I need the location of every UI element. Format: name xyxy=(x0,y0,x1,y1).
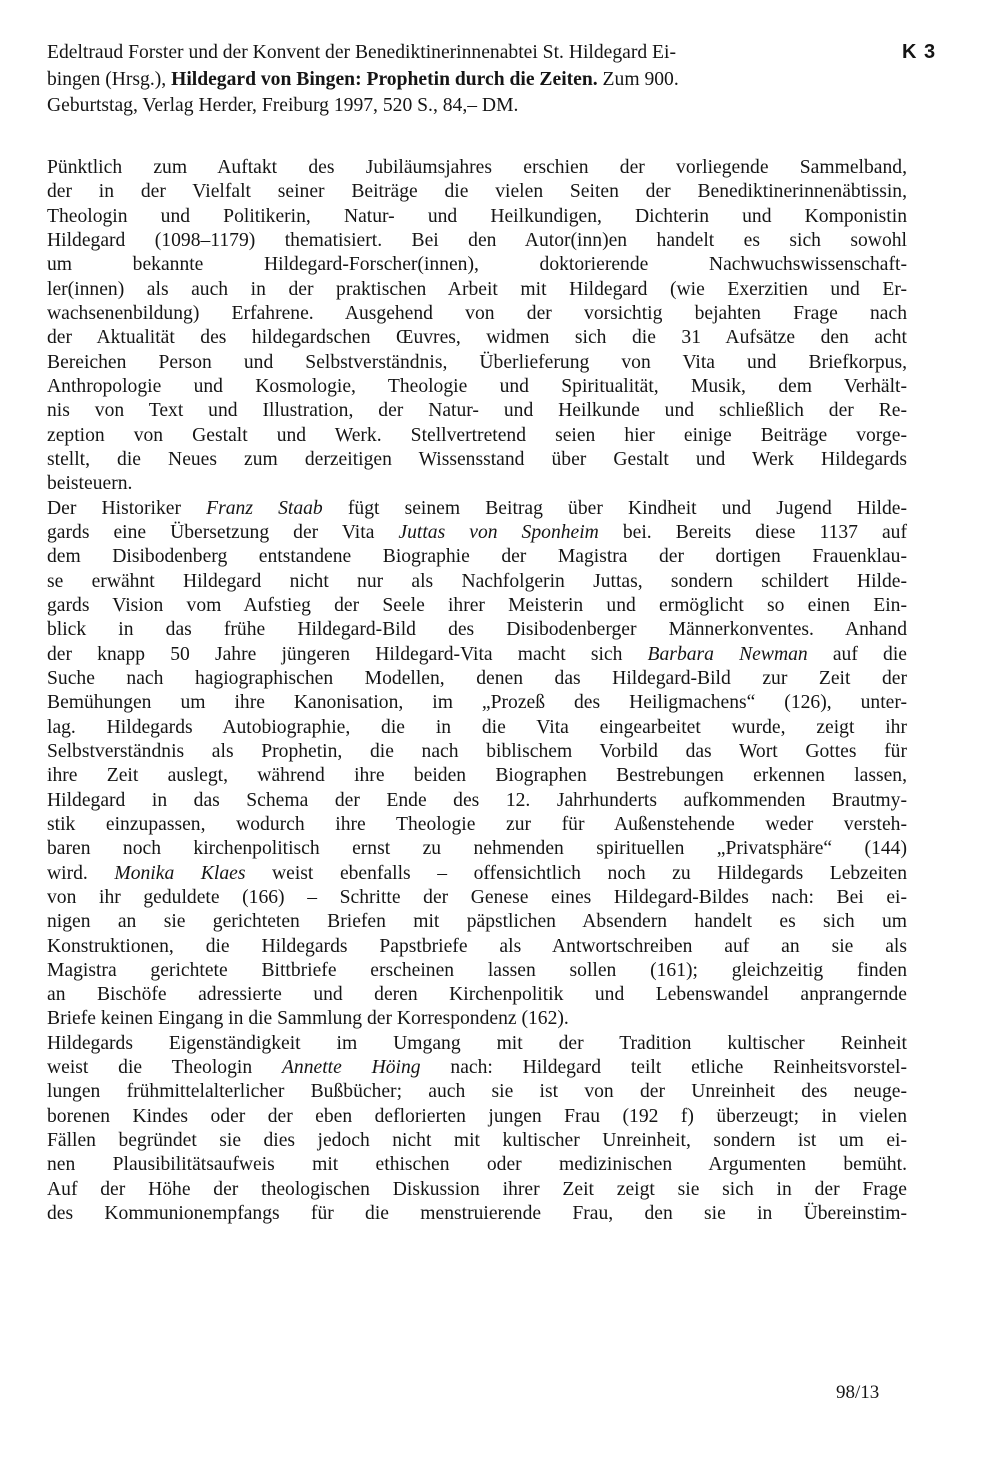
text-line: zeption von Gestalt und Werk. Stellvertretend seien hier einige Beiträge vorge- xyxy=(47,424,907,446)
text-line: Theologin und Politikerin, Natur- und Heilkundigen, Dichterin und Komponistin xyxy=(47,205,907,227)
text-line: Bemühungen um ihre Kanonisation, im „Prozeß des Heiligmachens“ (126), unter- xyxy=(47,692,907,714)
text-line: Hildegard in das Schema der Ende des 12. Jahrhunderts aufkommenden Brautmy- xyxy=(47,789,907,811)
reference-publication-details: Geburtstag, Verlag Herder, Freiburg 1997, 520 S., 84,– DM. xyxy=(47,95,519,116)
text-line: borenen Kindes oder der eben deflorierten jungen Frau (192 f) überzeugt; in vielen xyxy=(47,1105,907,1127)
review-text xyxy=(47,156,907,1226)
text-line: blick in das frühe Hildegard-Bild des Disibodenberger Männerkonventes. Anhand xyxy=(47,619,907,641)
text-line xyxy=(47,1056,907,1080)
text-line xyxy=(47,643,907,667)
text-line: ihre Zeit auslegt, während ihre beiden Biographen Bestrebungen erkennen lassen, xyxy=(47,765,907,787)
text-line: um bekannte Hildegard-Forscher(innen), doktorierende Nachwuchswissenschaft- xyxy=(47,254,907,276)
text-line: an Bischöfe adressierte und deren Kirchenpolitik und Lebenswandel anprangernde xyxy=(47,984,907,1006)
text-run: gards eine Übersetzung der Vita xyxy=(47,521,399,543)
text-line: stellt, die Neues zum derzeitigen Wissensstand über Gestalt und Werk Hildegards xyxy=(47,448,907,470)
text-line xyxy=(47,497,907,521)
text-run: der knapp 50 Jahre jüngeren Hildegard-Vita macht sich xyxy=(47,643,648,665)
text-run: nach: Hildegard teilt etliche Reinheitsvorstel- xyxy=(420,1057,908,1079)
reference-occasion: Zum 900. xyxy=(597,68,679,90)
bibliographic-reference xyxy=(47,40,907,120)
author-name-hoeing: Annette Höing xyxy=(281,1057,421,1079)
work-title-juttas: Juttas von Sponheim xyxy=(398,521,599,543)
text-line: dem Disibodenberg entstandene Biographie der Magistra der dortigen Frauenklau- xyxy=(47,546,907,568)
text-run: fügt seinem Beitrag über Kindheit und Jugend Hilde- xyxy=(322,497,907,519)
text-run: wird. xyxy=(47,862,115,884)
section-code: K 3 xyxy=(902,41,937,63)
text-run: auf die xyxy=(807,643,907,665)
text-line: Pünktlich zum Auftakt des Jubiläumsjahres erschien der vorliegende Sammelband, xyxy=(47,157,907,178)
text-line: nen Plausibilitätsaufweis mit ethischen oder medizinischen Argumenten bemüht. xyxy=(47,1154,907,1176)
text-line: Anthropologie und Kosmologie, Theologie und Spiritualität, Musik, dem Verhält- xyxy=(47,375,907,397)
text-line: des Kommunionempfangs für die menstruierende Frau, den sie in Übereinstim- xyxy=(47,1203,907,1225)
text-line: nis von Text und Illustration, der Natur- und Heilkunde und schließlich der Re- xyxy=(47,400,907,422)
text-line: Fällen begründet sie dies jedoch nicht mit kultischer Unreinheit, sondern ist um ei- xyxy=(47,1130,907,1152)
text-line: se erwähnt Hildegard nicht nur als Nachfolgerin Juttas, sondern schildert Hilde- xyxy=(47,570,907,592)
text-line: Bereichen Person und Selbstverständnis, Überlieferung von Vita und Briefkorpus, xyxy=(47,351,907,373)
text-line: beisteuern. xyxy=(47,473,133,495)
text-line: Selbstverständnis als Prophetin, die nach biblischem Vorbild das Wort Gottes für xyxy=(47,740,907,762)
text-line: Konstruktionen, die Hildegards Papstbriefe als Antwortschreiben auf an sie als xyxy=(47,935,907,957)
text-line: baren noch kirchenpolitisch ernst zu nehmenden spirituellen „Privatsphäre“ (144) xyxy=(47,838,907,860)
text-line: der in der Vielfalt seiner Beiträge die vielen Seiten der Benediktinerinnenäbtissin, xyxy=(47,181,907,203)
text-line: Auf der Höhe der theologischen Diskussion ihrer Zeit zeigt sie sich in der Frage xyxy=(47,1178,907,1200)
author-name-newman: Barbara Newman xyxy=(647,643,808,665)
text-run: Der Historiker xyxy=(47,497,207,519)
text-line: wachsenenbildung) Erfahrene. Ausgehend von der vorsichtig bejahten Frage nach xyxy=(47,302,907,324)
text-run: weist die Theologin xyxy=(47,1057,282,1079)
text-run: weist ebenfalls – offensichtlich noch zu Hildegards Lebzeiten xyxy=(245,862,908,884)
text-line: Magistra gerichtete Bittbriefe erscheinen lassen sollen (161); gleichzeitig finden xyxy=(47,959,907,981)
text-line xyxy=(47,862,907,886)
text-line: ler(innen) als auch in der praktischen Arbeit mit Hildegard (wie Exerzitien und Er- xyxy=(47,278,907,300)
reference-editors: Edeltraud Forster und der Konvent der Benediktinerinnenabtei St. Hildegard Ei- xyxy=(47,42,676,63)
text-line: Hildegard (1098–1179) thematisiert. Bei den Autor(inn)en handelt es sich sowohl xyxy=(47,229,907,251)
text-run: bei. Bereits diese 1137 auf xyxy=(598,521,907,543)
text-line: nigen an sie gerichteten Briefen mit päpstlichen Absendern handelt es sich um xyxy=(47,911,907,933)
book-title: Hildegard von Bingen: Prophetin durch die Zeiten. xyxy=(171,68,598,90)
text-line: Briefe keinen Eingang in die Sammlung der Korrespondenz (162). xyxy=(47,1008,569,1030)
text-line: der Aktualität des hildegardschen Œuvres, widmen sich die 31 Aufsätze den acht xyxy=(47,327,907,349)
text-line: gards Vision vom Aufstieg der Seele ihrer Meisterin und ermöglicht so einen Ein- xyxy=(47,594,907,616)
text-line xyxy=(47,521,907,545)
text-line: Suche nach hagiographischen Modellen, denen das Hildegard-Bild zur Zeit der xyxy=(47,667,907,689)
text-line: Hildegards Eigenständigkeit im Umgang mit der Tradition kultischer Reinheit xyxy=(47,1032,907,1054)
author-name-staab: Franz Staab xyxy=(206,497,323,519)
author-name-klaes: Monika Klaes xyxy=(114,862,246,884)
page-number: 98/13 xyxy=(836,1382,880,1403)
reference-publisher: bingen (Hrsg.), xyxy=(47,68,172,90)
text-line: lag. Hildegards Autobiographie, die in die Vita eingearbeitet wurde, zeigt ihr xyxy=(47,716,907,738)
text-line: von ihr geduldete (166) – Schritte der Genese eines Hildegard-Bildes nach: Bei ei- xyxy=(47,886,907,908)
text-line: lungen frühmittelalterlicher Bußbücher; auch sie ist von der Unreinheit des neuge- xyxy=(47,1081,907,1103)
text-line: stik einzupassen, wodurch ihre Theologie zur für Außenstehende weder versteh- xyxy=(47,813,907,835)
